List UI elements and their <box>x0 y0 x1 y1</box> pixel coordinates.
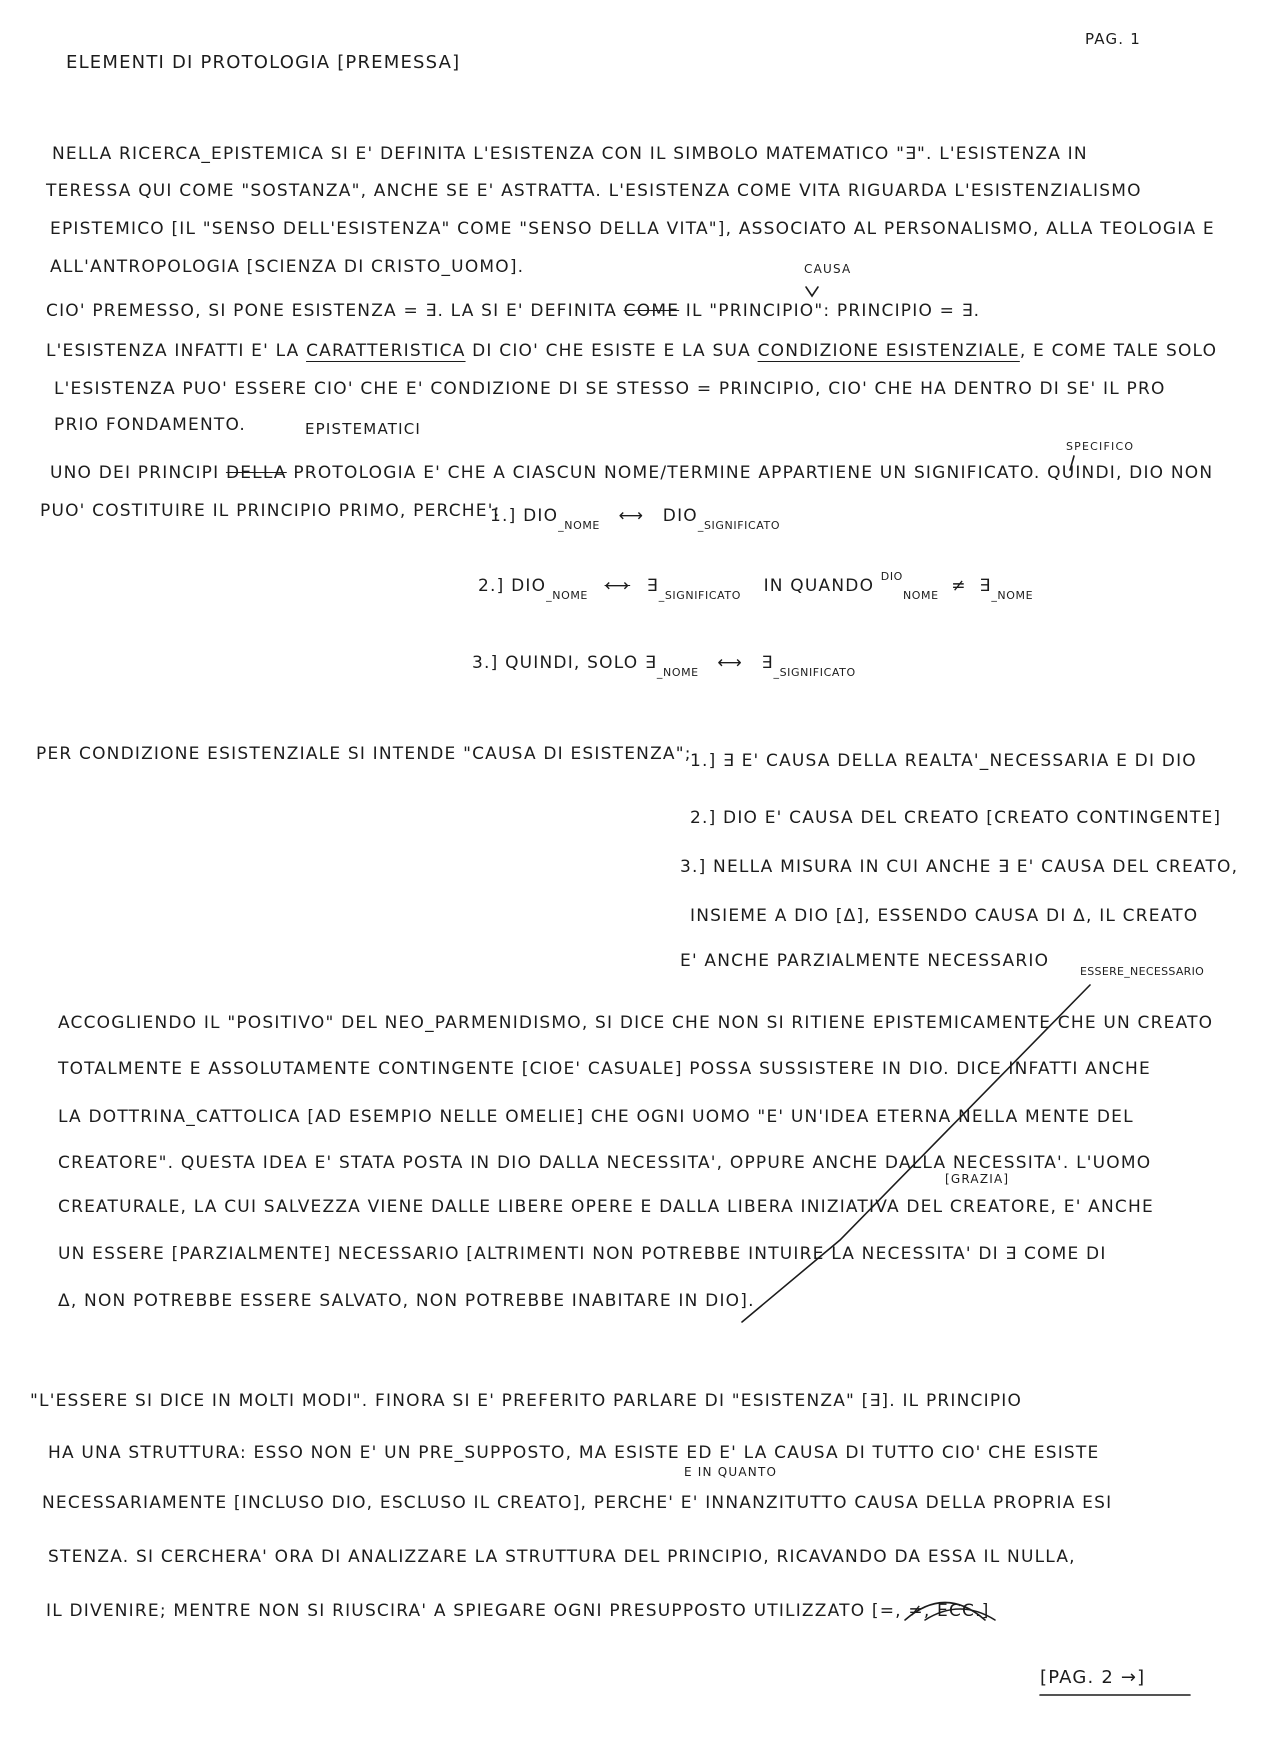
p1-line-4: ALL'ANTROPOLOGIA [SCIENZA DI CRISTO_UOMO]. <box>50 257 525 277</box>
p3-line-1: UNO DEI PRINCIPI DELLA PROTOLOGIA E' CHE A CIASCUN NOME/TERMINE APPARTIENE UN SIGNIFICATO. QUINDI, DIO NON <box>50 463 1214 483</box>
p1-line-1: NELLA RICERCA_EPISTEMICA SI E' DEFINITA L'ESISTENZA CON IL SIMBOLO MATEMATICO "∃". L'ESISTENZA IN <box>52 144 1088 164</box>
p5-line-3: LA DOTTRINA_CATTOLICA [AD ESEMPIO NELLE OMELIE] CHE OGNI UOMO "E' UN'IDEA ETERNA NELLA MENTE DEL <box>58 1107 1134 1127</box>
p4-item-3-cont-2: E' ANCHE PARZIALMENTE NECESSARIO <box>680 951 1050 971</box>
p5-line-5: CREATURALE, LA CUI SALVEZZA VIENE DALLE LIBERE OPERE E DALLA LIBERA INIZIATIVA DEL CREATORE, E' ANCHE <box>58 1197 1154 1217</box>
insertion-essere-necessario: ESSERE_NECESSARIO <box>1080 965 1205 978</box>
p1-line-3: EPISTEMICO [IL "SENSO DELL'ESISTENZA" COME "SENSO DELLA VITA"], ASSOCIATO AL PERSONALISMO, ALLA TEOLOGIA E <box>50 219 1215 239</box>
insertion-causa: CAUSA <box>804 262 852 276</box>
next-page-note: [PAG. 2 →] <box>1040 1667 1146 1688</box>
insertion-caret <box>806 287 818 296</box>
condition-3: 3.] QUINDI, SOLO $\exists_{\_NOME}$ ⟷ $\exists_{\_SIGNIFICATO}$ <box>472 653 856 679</box>
p4-item-1: 1.] ∃ E' CAUSA DELLA REALTA'_NECESSARIA E DI DIO <box>690 751 1197 771</box>
underlined-condizione: CONDIZIONE ESISTENZIALE <box>757 341 1020 361</box>
p6-line-3: NECESSARIAMENTE [INCLUSO DIO, ESCLUSO IL CREATO], PERCHE' E' INNANZITUTTO CAUSA DELLA PROPRIA ESI <box>42 1493 1113 1513</box>
p5-line-7: Δ, NON POTREBBE ESSERE SALVATO, NON POTREBBE INABITARE IN DIO]. <box>58 1291 755 1311</box>
p2-line-4: PRIO FONDAMENTO. <box>54 415 246 435</box>
condition-2: 2.] $DIO_{\_NOME}$ ⟷ $\exists_{\_SIGNIFICATO}$ IN QUANDO $^{DIO}_{NOME} \ne \exists_{\_NOME}$ <box>478 570 1034 602</box>
p2-line-1: CIO' PREMESSO, SI PONE ESISTENZA = ∃. LA SI E' DEFINITA COME IL "PRINCIPIO": PRINCIPIO = ∃. <box>46 301 981 321</box>
p2-line-3: L'ESISTENZA PUO' ESSERE CIO' CHE E' CONDIZIONE DI SE STESSO = PRINCIPIO, CIO' CHE HA DENTRO DI SE' IL PRO <box>54 379 1166 399</box>
p6-line-4: STENZA. SI CERCHERA' ORA DI ANALIZZARE LA STRUTTURA DEL PRINCIPIO, RICAVANDO DA ESSA IL NULLA, <box>48 1547 1076 1567</box>
p6-line-2: HA UNA STRUTTURA: ESSO NON E' UN PRE_SUPPOSTO, MA ESISTE ED E' LA CAUSA DI TUTTO CIO' CHE ESISTE <box>48 1443 1100 1463</box>
struck-word: COME <box>623 301 680 321</box>
page-number: PAG. 1 <box>1085 30 1141 48</box>
p3-line-2: PUO' COSTITUIRE IL PRINCIPIO PRIMO, PERCHE': <box>40 501 501 521</box>
p5-line-2: TOTALMENTE E ASSOLUTAMENTE CONTINGENTE [CIOE' CASUALE] POSSA SUSSISTERE IN DIO. DICE INFATTI ANCHE <box>58 1059 1151 1079</box>
crossed-arrow: ⟷ <box>604 576 631 596</box>
p1-line-2: TERESSA QUI COME "SOSTANZA", ANCHE SE E' ASTRATTA. L'ESISTENZA COME VITA RIGUARDA L'ESISTENZIALISMO <box>46 181 1142 201</box>
page-title: ELEMENTI DI PROTOLOGIA [PREMESSA] <box>66 52 461 73</box>
p6-line-5: IL DIVENIRE; MENTRE NON SI RIUSCIRA' A SPIEGARE OGNI PRESUPPOSTO UTILIZZATO [=, ≠, ECC.] <box>46 1601 990 1621</box>
underlined-caratteristica: CARATTERISTICA <box>306 341 466 361</box>
insertion-in-quanto: E IN QUANTO <box>684 1465 778 1479</box>
p4-item-3: 3.] NELLA MISURA IN CUI ANCHE ∃ E' CAUSA DEL CREATO, <box>680 857 1239 877</box>
p4-item-3-cont-1: INSIEME A DIO [Δ], ESSENDO CAUSA DI Δ, IL CREATO <box>690 906 1199 926</box>
insertion-grazia: [GRAZIA] <box>945 1172 1010 1186</box>
insertion-epistematici: EPISTEMATICI <box>305 420 422 438</box>
p5-line-4: CREATORE". QUESTA IDEA E' STATA POSTA IN DIO DALLA NECESSITA', OPPURE ANCHE DALLA NECESSITA'. L'UOMO <box>58 1153 1152 1173</box>
p5-line-1: ACCOGLIENDO IL "POSITIVO" DEL NEO_PARMENIDISMO, SI DICE CHE NON SI RITIENE EPISTEMICAMENTE CHE UN CREATO <box>58 1013 1214 1033</box>
condition-1: 1.] $DIO_{\_NOME}$ ⟷ $DIO_{\_SIGNIFICATO}$ <box>490 506 781 532</box>
p6-line-1: "L'ESSERE SI DICE IN MOLTI MODI". FINORA SI E' PREFERITO PARLARE DI "ESISTENZA" [∃]. IL PRINCIPIO <box>30 1391 1023 1411</box>
insertion-specifico: SPECIFICO <box>1066 440 1135 453</box>
struck-word: DELLA <box>225 463 287 483</box>
p4-item-2: 2.] DIO E' CAUSA DEL CREATO [CREATO CONTINGENTE] <box>690 808 1222 828</box>
p5-line-6: UN ESSERE [PARZIALMENTE] NECESSARIO [ALTRIMENTI NON POTREBBE INTUIRE LA NECESSITA' DI ∃ COME DI <box>58 1244 1107 1264</box>
p2-line-2: L'ESISTENZA INFATTI E' LA CARATTERISTICA DI CIO' CHE ESISTE E LA SUA CONDIZIONE ESISTENZIALE, E COME TALE SOLO <box>46 341 1218 361</box>
p4-line-1: PER CONDIZIONE ESISTENZIALE SI INTENDE "CAUSA DI ESISTENZA"; <box>36 744 692 764</box>
